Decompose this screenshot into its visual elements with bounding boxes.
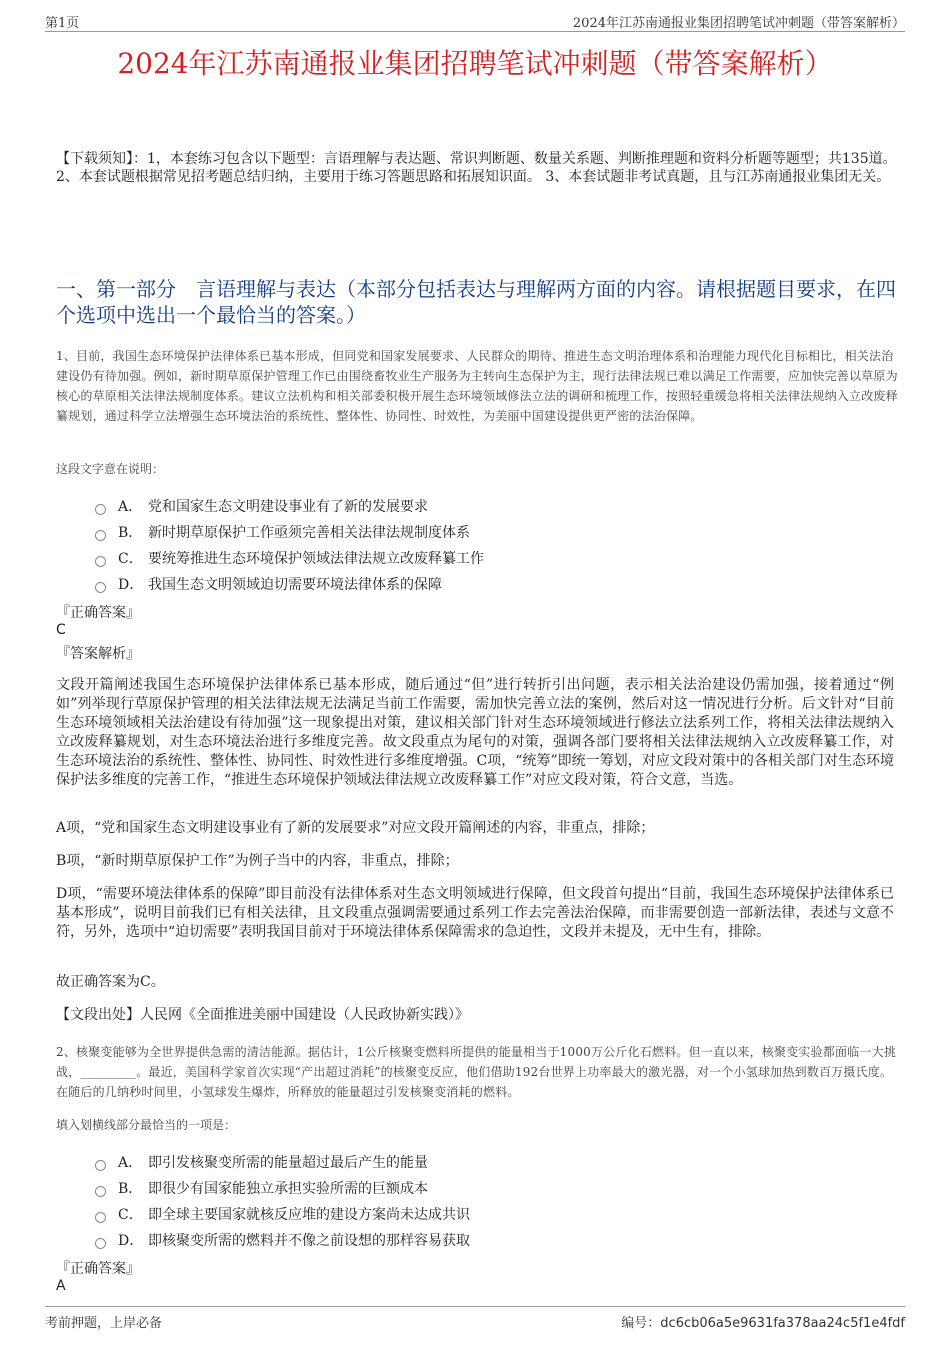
option-text: 即很少有国家能独立承担实验所需的巨额成本 [148,1181,428,1197]
option-text: 即引发核聚变所需的能量超过最后产生的能量 [148,1155,428,1171]
radio-icon[interactable] [95,1212,106,1223]
analysis-paragraph: 故正确答案为C。 [56,974,165,990]
option-letter: A． [118,1155,143,1171]
footer-code-value: dc6cb06a5e9631fa378aa24c5f1e4fdf [660,1316,905,1331]
radio-icon[interactable] [95,556,106,567]
analysis-label: 『答案解析』 [56,646,140,662]
radio-icon[interactable] [95,582,106,593]
option-b[interactable] [95,519,895,545]
answer-value: C [56,622,66,638]
option-b[interactable] [95,1175,895,1201]
answer-value: A [56,1278,66,1294]
radio-icon[interactable] [95,504,106,515]
footer-divider [45,1306,905,1307]
question-2-text: 2、核聚变能够为全世界提供急需的清洁能源。据估计，1公斤核聚变燃料所提供的能量相当于1000万公斤化石燃料。但一直以来，核聚变实验都面临一大挑战，_________。最近，美国科学家首次实现“产出超过消耗”的核聚变反应，他们借助192台世界上功率最大的激光器，对一个小氢球加热到数百万摄氏度。在随后的几纳秒时间里，小氢球发生爆炸，所释放的能量超过引发核聚变消耗的燃料。 [56,1045,897,1099]
section-heading: 一、第一部分 言语理解与表达（本部分包括表达与理解两方面的内容。请根据题目要求，在四个选项中选出一个最恰当的答案。） [56,277,896,327]
option-letter: D． [118,1233,144,1249]
option-text: 即核聚变所需的燃料并不像之前设想的那样容易获取 [148,1233,470,1249]
radio-icon[interactable] [95,1186,106,1197]
option-letter: D． [118,577,144,593]
option-text: 即全球主要国家就核反应堆的建设方案尚未达成共识 [148,1207,470,1223]
analysis-paragraph: B项，“新时期草原保护工作”为例子当中的内容，非重点，排除； [56,853,459,869]
option-text: 新时期草原保护工作亟须完善相关法律法规制度体系 [148,525,470,541]
option-letter: C． [118,1207,143,1223]
option-d[interactable] [95,1227,895,1253]
analysis-paragraph: 文段开篇阐述我国生态环境保护法律体系已基本形成，随后通过“但”进行转折引出问题，表示相关法治建设仍需加强，接着通过“例如”列举现行草原保护管理的相关法律法规无法满足当前工作需要，需加快完善立法的案例，然后对这一情况进行分析。后文针对“目前生态环境领域相关法治建设有待加强”这一现象提出对策，建议相关部门针对生态环境领域进行修法立法系列工作，将相关法律法规纳入立改废释纂规划，对生态环境法治进行多维度完善。故文段重点为尾句的对策，强调各部门要将相关法律法规纳入立改废释纂工作，对生态环境法治的系统性、整体性、协同性、时效性进行多维度增强。C项，“统筹”即统一筹划，对应文段对策中的各相关部门对生态环境保护法多维度的完善工作，“推进生态环境保护领域法律法规立改废释纂工作”对应文段对策，符合文意，当选。 [56,677,894,788]
analysis-paragraph: D项，“需要环境法律体系的保障”即目前没有法律体系对生态文明领域进行保障，但文段首句提出“目前，我国生态环境保护法律体系已基本形成”，说明目前我们已有相关法律，且文段重点强调需要通过系列工作去完善法治保障，而非需要创造一部新法律，表述与文意不符，另外，选项中“迫切需要”表明我国目前对于环境法律体系保障需求的急迫性，文段并未提及，无中生有，排除。 [56,886,894,940]
option-a[interactable] [95,493,895,519]
option-letter: B． [118,525,143,541]
header-doc-title: 2024年江苏南通报业集团招聘笔试冲刺题（带答案解析） [572,16,905,31]
option-d[interactable] [95,571,895,597]
question-2-prompt: 填入划横线部分最恰当的一项是： [56,1118,237,1132]
answer-label: 『正确答案』 [56,1261,140,1277]
footer-slogan: 考前押题，上岸必备 [45,1316,163,1331]
question-2-options [95,1149,895,1253]
page-title: 2024年江苏南通报业集团招聘笔试冲刺题（带答案解析） [117,47,833,80]
question-1-options [95,493,895,597]
page-number: 第1页 [45,16,80,31]
radio-icon[interactable] [95,1238,106,1249]
answer-label: 『正确答案』 [56,605,140,621]
download-notice: 【下载须知】：1，本套练习包含以下题型：言语理解与表达题、常识判断题、数量关系题、判断推理题和资料分析题等题型；共135道。 2、本套试题根据常见招考题总结归纳，主要用于练习答题思路和拓展知识面。 3、本套试题非考试真题，且与江苏南通报业集团无关。 [56,151,897,185]
option-text: 党和国家生态文明建设事业有了新的发展要求 [148,499,428,515]
option-a[interactable] [95,1149,895,1175]
option-text: 要统筹推进生态环境保护领域法律法规立改废释纂工作 [148,551,484,567]
option-letter: C． [118,551,143,567]
option-letter: A． [118,499,143,515]
question-1-prompt: 这段文字意在说明： [56,462,165,476]
radio-icon[interactable] [95,1160,106,1171]
option-c[interactable] [95,545,895,571]
analysis-paragraph: A项，“党和国家生态文明建设事业有了新的发展要求”对应文段开篇阐述的内容，非重点，排除； [56,820,655,836]
option-letter: B． [118,1181,143,1197]
option-c[interactable] [95,1201,895,1227]
header-divider [45,31,905,32]
footer-code-label: 编号： [621,1316,661,1331]
radio-icon[interactable] [95,530,106,541]
option-text: 我国生态文明领域迫切需要环境法律体系的保障 [148,577,442,593]
footer-code [621,1312,905,1331]
source-citation: 【文段出处】人民网《全面推进美丽中国建设（人民政协新实践）》 [56,1007,469,1023]
question-1-text: 1、目前，我国生态环境保护法律体系已基本形成，但同党和国家发展要求、人民群众的期待、推进生态文明治理体系和治理能力现代化目标相比，相关法治建设仍有待加强。例如，新时期草原保护管理工作已由围绕畜牧业生产服务为主转向生态保护为主，现行法律法规已难以满足工作需要，应加快完善以草原为核心的草原相关法律法规制度体系。建议立法机构和相关部委积极开展生态环境领域修法立法的调研和梳理工作，按照轻重缓急将相关法律法规纳入立改废释纂规划，通过科学立法增强生态环境法治的系统性、整体性、协同性、时效性，为美丽中国建设提供更严密的法治保障。 [56,349,898,423]
